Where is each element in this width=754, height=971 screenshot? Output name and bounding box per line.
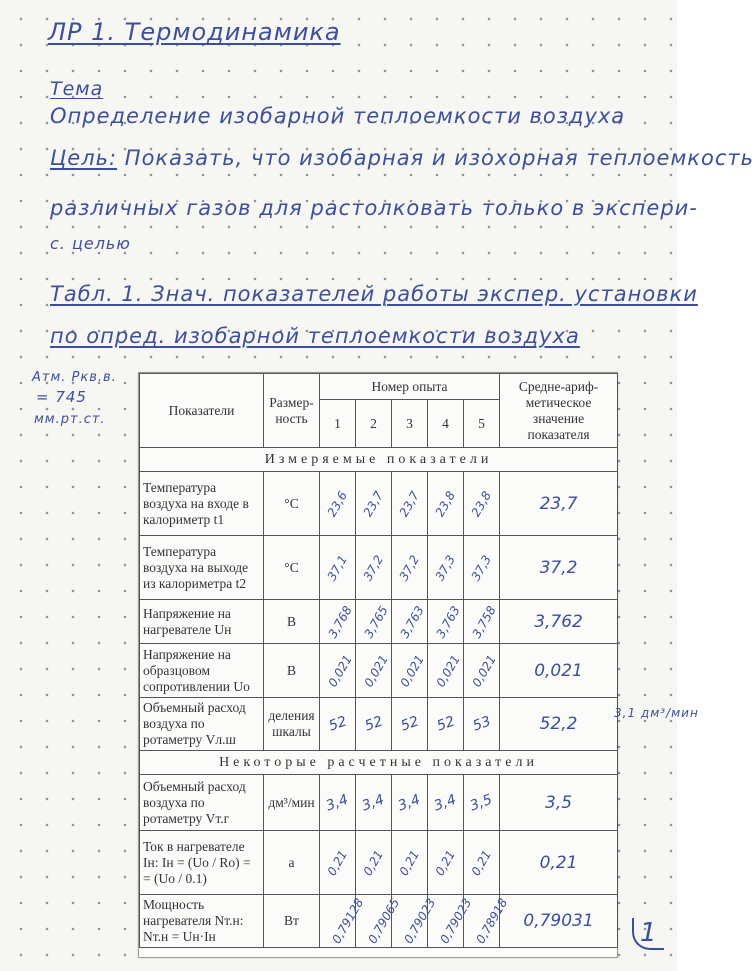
value-cell bbox=[392, 775, 428, 831]
value-cell bbox=[392, 472, 428, 536]
header-exp-4: 4 bbox=[428, 400, 464, 448]
handwritten-value: 3,5 bbox=[468, 791, 495, 814]
average-value: 52,2 bbox=[500, 698, 618, 751]
handwritten-value: 3,4 bbox=[360, 791, 387, 814]
goal-line-2: различных газов для растолковать только в экспери- bbox=[50, 196, 698, 220]
average-value: 0,021 bbox=[500, 644, 618, 698]
row-indicator: Мощность нагревателя Nт.н: Nт.н = Uн·Iн bbox=[140, 895, 264, 948]
table-row bbox=[140, 600, 618, 644]
topic-label: Тема bbox=[50, 78, 104, 100]
value-cell bbox=[428, 644, 464, 698]
header-average: Средне-ариф-метическое значение показателя bbox=[500, 374, 618, 448]
lab-title: ЛР 1. Термодинамика bbox=[48, 18, 341, 46]
goal-label: Цель: bbox=[50, 146, 118, 170]
value-cell bbox=[428, 472, 464, 536]
handwritten-value: 0,021 bbox=[433, 652, 463, 689]
handwritten-value: 0,021 bbox=[361, 652, 391, 689]
handwritten-value: 23,8 bbox=[468, 488, 495, 519]
handwritten-value: 3,768 bbox=[325, 603, 355, 640]
handwritten-value: 23,7 bbox=[396, 488, 423, 519]
handwritten-value: 37,3 bbox=[432, 552, 459, 583]
value-cell bbox=[428, 698, 464, 751]
value-cell bbox=[464, 775, 500, 831]
header-exp-2: 2 bbox=[356, 400, 392, 448]
row-unit: Вт bbox=[264, 895, 320, 948]
handwritten-value: 0,021 bbox=[469, 652, 499, 689]
handwritten-value: 0,79128 bbox=[329, 896, 367, 946]
row-unit: деления шкалы bbox=[264, 698, 320, 751]
average-value: 37,2 bbox=[500, 536, 618, 600]
row-indicator: Объемный расход воздуха по ротаметру Vл.ш bbox=[140, 698, 264, 751]
row-indicator: Температура воздуха на входе в калориметр t1 bbox=[140, 472, 264, 536]
handwritten-value: 52 bbox=[434, 713, 457, 735]
header-exp-3: 3 bbox=[392, 400, 428, 448]
goal-line-3: с. целью bbox=[50, 234, 131, 253]
header-experiment-number: Номер опыта bbox=[320, 374, 500, 400]
handwritten-value: 3,765 bbox=[361, 603, 391, 640]
value-cell bbox=[356, 600, 392, 644]
value-cell bbox=[428, 536, 464, 600]
row-indicator: Напряжение на нагревателе Uн bbox=[140, 600, 264, 644]
average-value: 3,762 bbox=[500, 600, 618, 644]
value-cell bbox=[320, 536, 356, 600]
value-cell bbox=[320, 698, 356, 751]
value-cell bbox=[464, 698, 500, 751]
value-cell bbox=[428, 831, 464, 895]
handwritten-value: 0,79023 bbox=[401, 896, 439, 946]
table-row bbox=[140, 536, 618, 600]
header-dimension: Размер-ность bbox=[264, 374, 320, 448]
row-indicator: Температура воздуха на выходе из калориметра t2 bbox=[140, 536, 264, 600]
row-unit: В bbox=[264, 644, 320, 698]
value-cell bbox=[392, 831, 428, 895]
value-cell bbox=[428, 775, 464, 831]
handwritten-value: 3,763 bbox=[433, 603, 463, 640]
table-title-line-1: Табл. 1. Знач. показателей работы экспер. установки bbox=[50, 282, 698, 306]
value-cell bbox=[320, 895, 367, 948]
value-cell bbox=[320, 600, 356, 644]
table-title-line-2: по опред. изобарной теплоемкости воздуха bbox=[50, 324, 580, 348]
value-cell bbox=[320, 831, 356, 895]
handwritten-value: 0,21 bbox=[432, 847, 459, 878]
table-row bbox=[140, 644, 618, 698]
value-cell bbox=[356, 536, 392, 600]
section-calculated: Некоторые расчетные показатели bbox=[140, 751, 618, 775]
page-number: 1 bbox=[632, 918, 664, 950]
row-unit: °C bbox=[264, 472, 320, 536]
handwritten-value: 52 bbox=[398, 713, 421, 735]
handwritten-value: 0,78918 bbox=[473, 896, 511, 946]
side-note: 3,1 дм³/мин bbox=[614, 706, 699, 720]
value-cell bbox=[392, 600, 428, 644]
data-table bbox=[139, 373, 618, 948]
row-unit: °C bbox=[264, 536, 320, 600]
value-cell bbox=[356, 831, 392, 895]
average-value: 0,21 bbox=[500, 831, 618, 895]
value-cell bbox=[356, 698, 392, 751]
handwritten-value: 23,8 bbox=[432, 488, 459, 519]
handwritten-value: 37,1 bbox=[324, 552, 351, 583]
value-cell bbox=[464, 472, 500, 536]
value-cell bbox=[464, 536, 500, 600]
section-measured: Измеряемые показатели bbox=[140, 448, 618, 472]
handwritten-value: 0,21 bbox=[396, 847, 423, 878]
handwritten-value: 3,763 bbox=[397, 603, 427, 640]
average-value: 23,7 bbox=[500, 472, 618, 536]
value-cell bbox=[356, 644, 392, 698]
header-exp-5: 5 bbox=[464, 400, 500, 448]
value-cell bbox=[464, 600, 500, 644]
pressure-line-1: Атм. Ркв.в. bbox=[32, 370, 117, 385]
table-row bbox=[140, 472, 618, 536]
handwritten-value: 37,2 bbox=[396, 552, 423, 583]
handwritten-value: 3,4 bbox=[396, 791, 423, 814]
table-row bbox=[140, 775, 618, 831]
row-indicator: Объемный расход воздуха по ротаметру Vт.г bbox=[140, 775, 264, 831]
table-row bbox=[140, 698, 618, 751]
goal-line-1: Показать, что изобарная и изохорная теплоемкость bbox=[124, 146, 754, 170]
pressure-line-3: мм.рт.ст. bbox=[34, 412, 106, 427]
handwritten-value: 53 bbox=[470, 713, 493, 735]
average-value: 3,5 bbox=[500, 775, 618, 831]
handwritten-value: 37,3 bbox=[468, 552, 495, 583]
printed-table-sheet bbox=[138, 372, 618, 958]
value-cell bbox=[392, 644, 428, 698]
handwritten-value: 52 bbox=[326, 713, 349, 735]
handwritten-value: 3,4 bbox=[432, 791, 459, 814]
table-row bbox=[140, 831, 618, 895]
handwritten-value: 0,21 bbox=[360, 847, 387, 878]
handwritten-value: 23,7 bbox=[360, 488, 387, 519]
row-unit: дм³/мин bbox=[264, 775, 320, 831]
handwritten-value: 3,4 bbox=[324, 791, 351, 814]
handwritten-value: 37,2 bbox=[360, 552, 387, 583]
value-cell bbox=[392, 536, 428, 600]
value-cell bbox=[320, 472, 356, 536]
value-cell bbox=[320, 775, 356, 831]
header-exp-1: 1 bbox=[320, 400, 356, 448]
average-value: 0,79031 bbox=[500, 895, 618, 948]
value-cell bbox=[464, 644, 500, 698]
row-unit: а bbox=[264, 831, 320, 895]
handwritten-value: 0,021 bbox=[325, 652, 355, 689]
value-cell bbox=[464, 831, 500, 895]
handwritten-value: 52 bbox=[362, 713, 385, 735]
value-cell bbox=[392, 698, 428, 751]
value-cell bbox=[356, 775, 392, 831]
handwritten-value: 23,6 bbox=[324, 488, 351, 519]
value-cell bbox=[320, 644, 356, 698]
value-cell bbox=[356, 472, 392, 536]
handwritten-value: 0,21 bbox=[468, 847, 495, 878]
pressure-line-2: = 745 bbox=[36, 388, 87, 406]
topic-text: Определение изобарной теплоемкости воздуха bbox=[50, 104, 626, 128]
handwritten-value: 0,21 bbox=[324, 847, 351, 878]
row-indicator: Ток в нагревателе Iн: Iн = (Uо / Rо) = = (Uо / 0.1) bbox=[140, 831, 264, 895]
table-row bbox=[140, 895, 618, 948]
value-cell bbox=[428, 600, 464, 644]
handwritten-value: 3,758 bbox=[469, 603, 499, 640]
handwritten-value: 0,021 bbox=[397, 652, 427, 689]
handwritten-value: 0,79065 bbox=[365, 896, 403, 946]
header-indicators: Показатели bbox=[140, 374, 264, 448]
row-unit: В bbox=[264, 600, 320, 644]
row-indicator: Напряжение на образцовом сопротивлении Uо bbox=[140, 644, 264, 698]
handwritten-value: 0,79023 bbox=[437, 896, 475, 946]
